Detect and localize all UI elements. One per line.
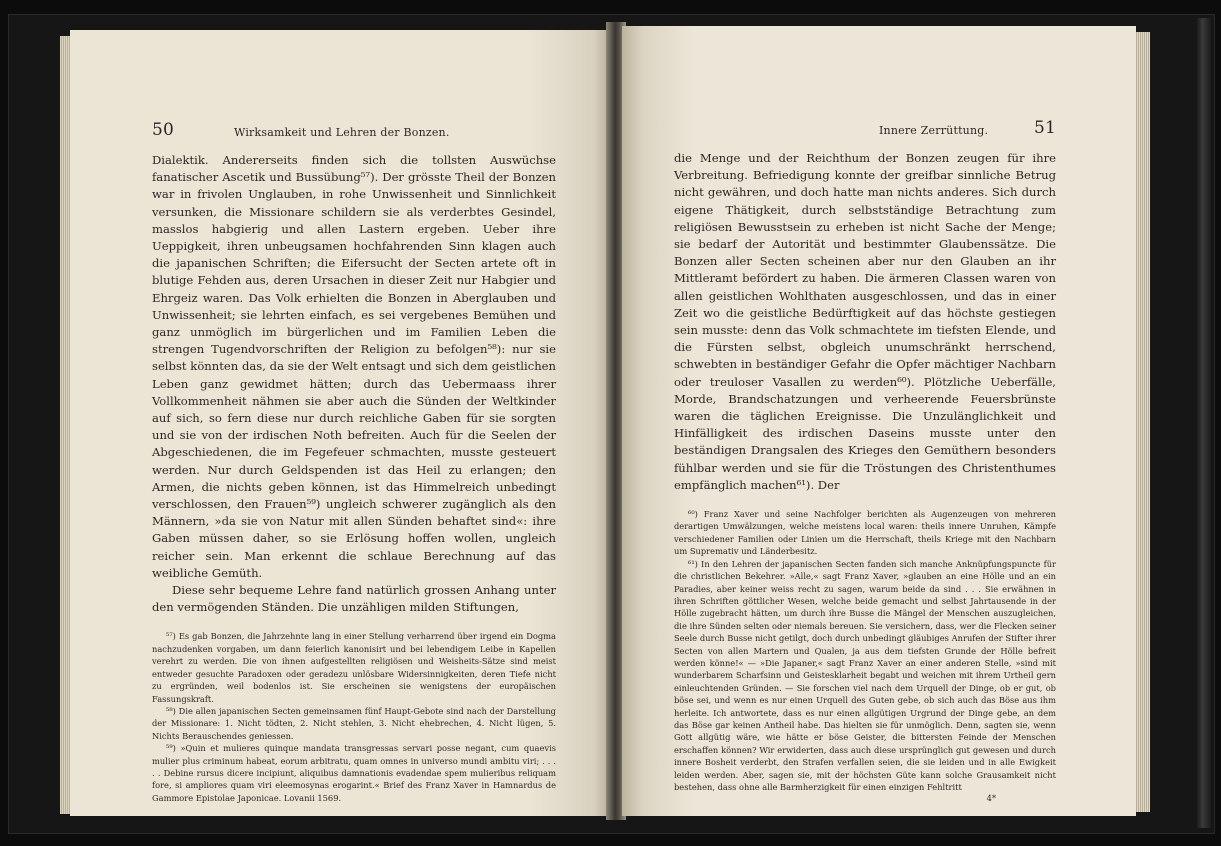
right-footnotes	[674, 508, 1056, 793]
right-running-head: Innere Zerrüttung.	[879, 124, 989, 137]
left-body-text	[152, 152, 556, 616]
left-paragraph-2: Diese sehr bequeme Lehre fand natürlich grossen Anhang unter den vermögenden Ständen. Die unzähligen milden Stiftungen,	[152, 583, 556, 615]
signature-mark: 4*	[986, 793, 996, 804]
footnote-59: ⁵⁹) »Quin et mulieres quinque mandata transgressas servari posse negant, cum quaevis mulier plus criminum habeat, eorum arbitratu, quam omnes in universo mundi ambitu viri; . . . . . Debine rursus dicere incipiunt, aliquibus damnationis evadendae spem mulieribus reliquam fore, si ampliores quam viri eleemosynas erogarint.« Brief des Franz Xaver in Hamnardus de Gammore Epistolae Japonicae. Lovanii 1569.	[152, 743, 556, 803]
page-stack-right	[1134, 32, 1150, 812]
footnote-61: ⁶¹) In den Lehren der japanischen Secten fanden sich manche Anknüpfungspuncte für die christlichen Bekehrer. »Alle,« sagt Franz Xaver, »glauben an eine Hölle und an ein Paradies, aber keiner weiss recht zu sagen, warum beide da sind . . . Sie erwähnen in ihren Schriften göttlicher Wesen, welche beide gemacht und selbst Jahrtausende in der Hölle zugebracht hätten, um durch ihre Busse die Mängel der Menschen auszugleichen, die ihre Sünden selten oder niemals bereuen. Sie versichern, dass, wer die Flecken seiner Seele durch Busse nicht getilgt, doch durch unbedingt gläubiges Anrufen der Stifter ihrer Secten von allen Martern und Qualen, ja aus dem tiefsten Grunde der Hölle befreit werden könne!« — »Die Japaner,« sagt Franz Xaver an einer anderen Stelle, »sind mit wunderbarem Scharfsinn und Geistesklarheit begabt und weichen mit ihrem Urtheil gern einleuchtenden Gründen. — Sie forschen viel nach dem Urquell der Dinge, ob er gut, ob böse sei, und wenn es nur einen Urquell des Guten gebe, ob sich auch das Böse aus ihm herleite. Ich antwortete, dass es nur einen allgütigen Urgrund der Dinge gebe, an dem das Böse gar keinen Antheil habe. Das hielten sie für unmöglich. Denn, sagten sie, wenn Gott allgütig wäre, wie hätte er böse Geister, die bittersten Feinde der Menschen erschaffen können? Wir erwiderten, dass auch diese ursprünglich gut gewesen und durch innere Bosheit verderbt, den Strafen verfallen seien, die sie leiden und in alle Ewigkeit leiden werden. Aber, sagen sie, mit der höchsten Güte kann solche Grausamkeit nicht bestehen, dass ohne alle Barmherzigkeit für einen einzigen Fehltritt	[674, 558, 1056, 792]
right-page-number: 51	[1033, 118, 1056, 138]
left-page	[70, 30, 610, 816]
right-page-header	[674, 118, 1056, 142]
footnote-60: ⁶⁰) Franz Xaver und seine Nachfolger berichten als Augenzeugen von mehreren derartigen Umwälzungen, welche meistens local waren: theils innere Unruhen, Kämpfe verschiedener Familien oder Linien um die Herrschaft, theils Kriege mit den Nachbarn um Supremativ und Länderbesitz.	[674, 509, 1056, 557]
left-paragraph-1: Dialektik. Andererseits finden sich die tollsten Auswüchse fanatischer Ascetik und Bussübung⁵⁷). Der grösste Theil der Bonzen war in frivolen Unglauben, in rohe Unwissenheit und Sinnlichkeit versunken, die Missionare schildern sie als verderbtes Gesindel, masslos habgierig und allen Lastern ergeben. Ueber ihre Ueppigkeit, ihren unbeugsamen hochfahrenden Sinn klagen auch die japanischen Schriften; die Eifersucht der Secten artete oft in blutige Fehden aus, deren Ursachen in dieser Zeit nur Habgier und Ehrgeiz waren. Das Volk erhielten die Bonzen in Aberglauben und Unwissenheit; sie lehrten einfach, es sei vergebenes Bemühen und ganz unmöglich im bürgerlichen und im Familien Leben die strengen Tugendvorschriften der Religion zu befolgen⁵⁸): nur sie selbst könnten das, da sie der Welt entsagt und sich dem geistlichen Leben ganz gewidmet hätten; durch das Uebermaass ihrer Vollkommenheit nähmen sie aber auch die Sünden der Weltkinder auf sich, so fern diese nur durch reichliche Gaben für sie sorgten und sie von der irdischen Noth befreiten. Auch für die Seelen der Abgeschiedenen, die im Fegefeuer schmachten, musste gesteuert werden. Nur durch Geldspenden ist das Heil zu erlangen; den Armen, die nichts geben können, ist das Himmelreich unbedingt verschlossen, den Frauen⁵⁹) ungleich schwerer zugänglich als den Männern, »da sie von Natur mit allen Sünden behaftet sind«: ihre Gaben müssen daher, so sie Erlösung hoffen wollen, ungleich reicher sein. Man erkennt die schlaue Berechnung auf das weibliche Gemüth.	[152, 153, 556, 580]
cover-edge	[1197, 18, 1211, 828]
right-paragraph-1: die Menge und der Reichthum der Bonzen zeugen für ihre Verbreitung. Befriedigung konnte der greifbar sinnliche Betrug nicht gewähren, und doch hatte man nichts anderes. Sich durch eigene Thätigkeit, durch selbstständige Betrachtung zum religiösen Bewusstsein zu erheben ist nicht Sache der Menge; sie bedarf der Autorität und bestimmter Glaubenssätze. Die Bonzen aller Secten scheinen aber nur den Glauben an ihr Mittleramt befördert zu haben. Die ärmeren Classen waren von allen geistlichen Wohlthaten ausgeschlossen, und das in einer Zeit wo die geistliche Bedürftigkeit auf das höchste gestiegen sein musste: denn das Volk schmachtete im tiefsten Elende, und die Fürsten selbst, obgleich unumschränkt herrschend, schwebten in beständiger Gefahr die Opfer mächtiger Nachbarn oder treuloser Vasallen zu werden⁶⁰). Plötzliche Ueberfälle, Morde, Brandschatzungen und verheerende Feuersbrünste waren die täglichen Ereignisse. Die Unzulänglichkeit und Hinfälligkeit des irdischen Daseins musste unter den beständigen Drangsalen des Krieges den Gemüthern besonders fühlbar werden und sie für die Tröstungen des Christenthumes empfänglich machen⁶¹). Der	[674, 151, 1056, 492]
right-page	[622, 26, 1136, 816]
left-footnotes	[152, 630, 556, 804]
right-body-text	[674, 150, 1056, 494]
left-page-number: 50	[152, 120, 175, 140]
footnote-57: ⁵⁷) Es gab Bonzen, die Jahrzehnte lang in einer Stellung verharrend über irgend ein Dogma nachzudenken vorgaben, um dann feierlich kanonisirt und bei lebendigem Leibe in Kapellen verehrt zu werden. Die von ihnen aufgestellten religiösen und Weisheits-Sätze sind meist entweder gesuchte Paradoxen oder geradezu unlösbare Widersinnigkeiten, deren Tiefe nicht zu ergründen, weil bodenlos ist. Sie erscheinen sie wenigstens der europäischen Fassungskraft.	[152, 631, 556, 704]
footnote-58: ⁵⁸) Die allen japanischen Secten gemeinsamen fünf Haupt-Gebote sind nach der Darstellung der Missionare: 1. Nicht tödten, 2. Nicht stehlen, 3. Nicht ehebrechen, 4. Nicht lügen, 5. Nichts Berauschendes geniessen.	[152, 705, 556, 741]
left-page-header	[152, 120, 556, 144]
left-running-head: Wirksamkeit und Lehren der Bonzen.	[234, 126, 450, 139]
